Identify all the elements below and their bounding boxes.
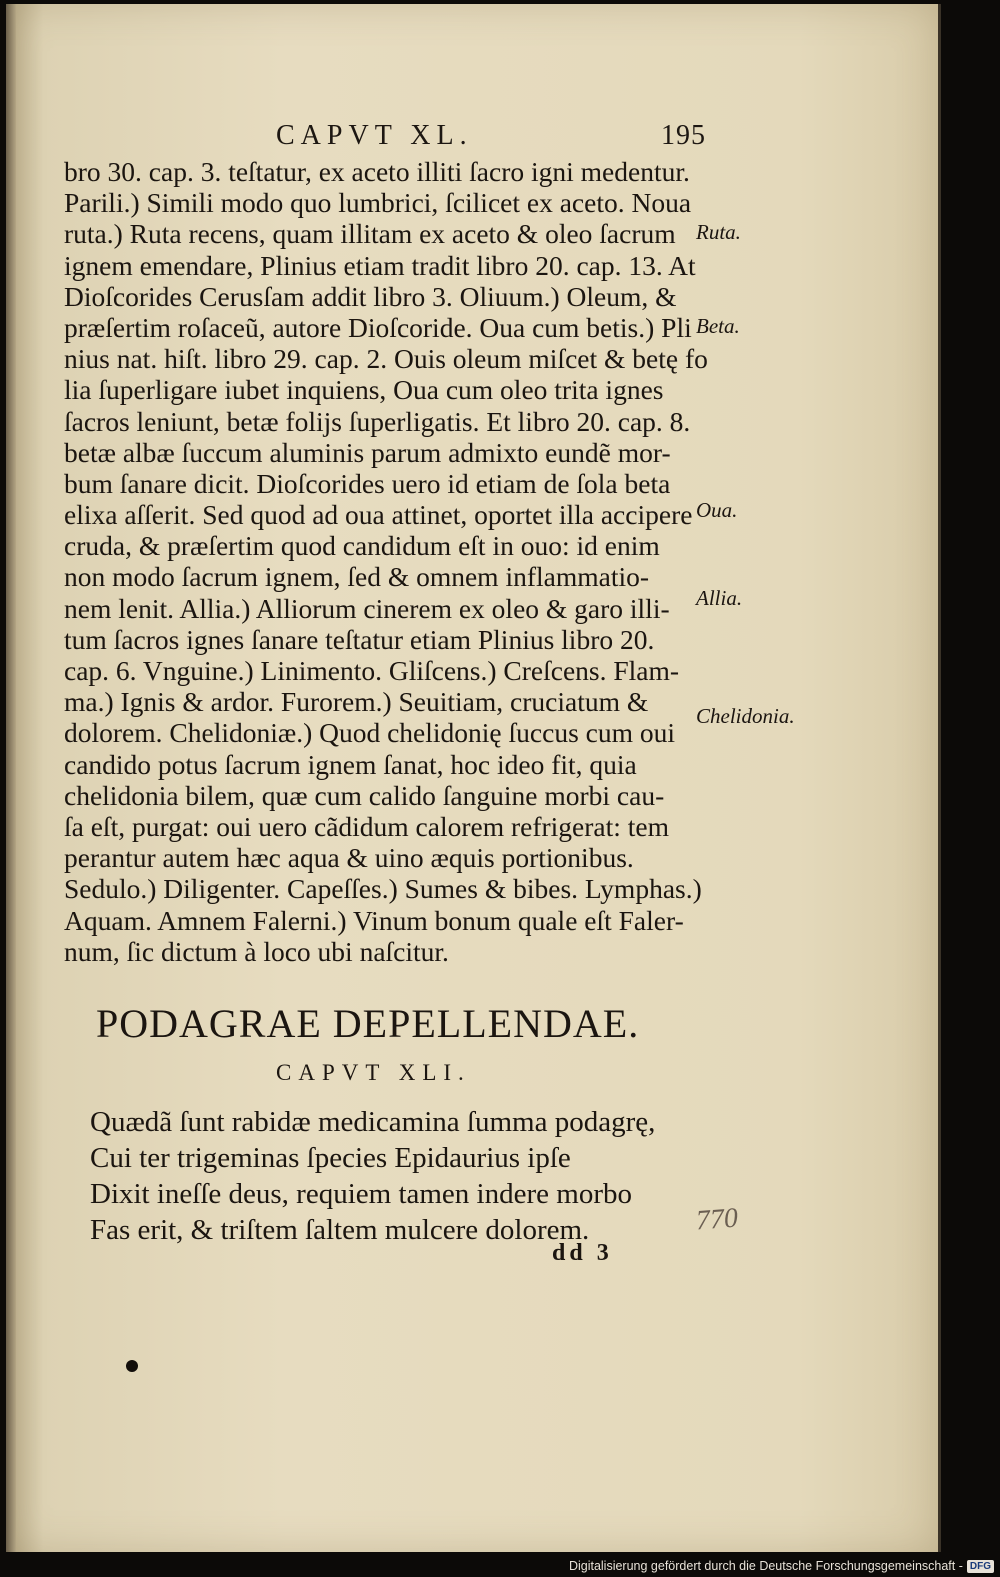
ink-spot: [126, 1360, 138, 1372]
text-line: præſertim roſaceũ, autore Dioſcoride. Oua cum betis.) Pli: [64, 311, 692, 343]
footer-text: Digitalisierung gefördert durch die Deutsche Forschungsgemeinschaft -: [568, 1559, 963, 1573]
margin-note-chelidonia: Chelidonia.: [696, 704, 795, 728]
text-line: chelidonia bilem, quæ cum calido ſanguine morbi cau-: [64, 779, 665, 811]
chapter-heading: CAPVT XLI.: [276, 1060, 471, 1085]
text-line: ſacros leniunt, betæ folijs ſuperligatis. Et libro 20. cap. 8.: [64, 405, 691, 437]
verse-line: Quædã ſunt rabidæ medicamina ſumma podagrę,: [90, 1106, 656, 1138]
text-line: nius nat. hiſt. libro 29. cap. 2. Ouis oleum miſcet & betę fo: [64, 343, 708, 375]
text-line: cruda, & præſertim quod candidum eſt in ouo: id enim: [64, 530, 660, 562]
margin-note-oua: Oua.: [696, 498, 738, 522]
book-page: [6, 4, 941, 1552]
text-line: candido potus ſacrum ignem ſanat, hoc ideo fit, quia: [64, 748, 637, 780]
text-line: ma.) Ignis & ardor. Furorem.) Seuitiam, cruciatum &: [64, 686, 649, 718]
verse-line: Dixit ineſſe deus, requiem tamen indere morbo: [90, 1178, 632, 1210]
verse-block: [90, 1104, 730, 1248]
text-line: tum ſacros ignes ſanare teſtatur etiam Plinius libro 20.: [64, 623, 655, 655]
text-line: dolorem. Chelidoniæ.) Quod chelidonię ſuccus cum oui: [64, 717, 676, 749]
text-line: Sedulo.) Diligenter. Capeſſes.) Sumes & bibes. Lymphas.): [64, 873, 702, 905]
text-line: lia ſuperligare iubet inquiens, Oua cum oleo trita ignes: [64, 374, 664, 406]
digitization-footer: [569, 1557, 994, 1575]
text-line: Parili.) Simili modo quo lumbrici, ſcilicet ex aceto. Noua: [64, 187, 692, 219]
signature-mark: dd 3: [552, 1240, 613, 1266]
text-line: num, ſic dictum à loco ubi naſcitur.: [64, 935, 449, 967]
handwritten-annotation: 770: [694, 1202, 739, 1237]
text-line: bro 30. cap. 3. teſtatur, ex aceto illiti ſacro igni medentur.: [64, 156, 690, 187]
margin-note-ruta: Ruta.: [696, 220, 741, 244]
text-line: non modo ſacrum ignem, ſed & omnem inflammatio-: [64, 561, 650, 593]
section-heading: PODAGRAE DEPELLENDAE.: [96, 1001, 640, 1046]
running-head-title: CAPVT XL.: [276, 120, 473, 151]
verse-line: Cui ter trigeminas ſpecies Epidaurius ipſe: [90, 1142, 571, 1174]
page-spine-shadow: [6, 4, 16, 1552]
text-line: cap. 6. Vnguine.) Linimento. Gliſcens.) Creſcens. Flam-: [64, 655, 680, 686]
text-line: nem lenit. Allia.) Alliorum cinerem ex oleo & garo illi-: [64, 592, 670, 624]
text-line: perantur autem hæc aqua & uino æquis portionibus.: [64, 842, 634, 874]
text-line: Aquam. Amnem Falerni.) Vinum bonum quale eſt Faler-: [64, 904, 684, 936]
text-line: elixa aſſerit. Sed quod ad oua attinet, oportet illa accipere: [64, 499, 693, 531]
running-head: [276, 120, 706, 152]
margin-note-allia: Allia.: [696, 586, 743, 610]
text-line: ruta.) Ruta recens, quam illitam ex aceto & oleo ſacrum: [64, 218, 676, 250]
text-line: Dioſcorides Cerusſam addit libro 3. Oliuum.) Oleum, &: [64, 280, 677, 312]
dfg-logo-icon: DFG: [967, 1560, 994, 1573]
page-number: 195: [661, 120, 706, 151]
text-line: betæ albæ ſuccum aluminis parum admixto eundẽ mor-: [64, 436, 671, 468]
commentary-text: [64, 156, 708, 967]
text-line: ignem emendare, Plinius etiam tradit libro 20. cap. 13. At: [64, 249, 696, 281]
verse-line: Fas erit, & triſtem ſaltem mulcere dolorem.: [90, 1214, 590, 1246]
margin-note-beta: Beta.: [696, 314, 740, 338]
text-line: bum ſanare dicit. Dioſcorides uero id etiam de ſola beta: [64, 467, 671, 499]
text-line: ſa eſt, purgat: oui uero cãdidum calorem refrigerat: tem: [64, 810, 670, 842]
